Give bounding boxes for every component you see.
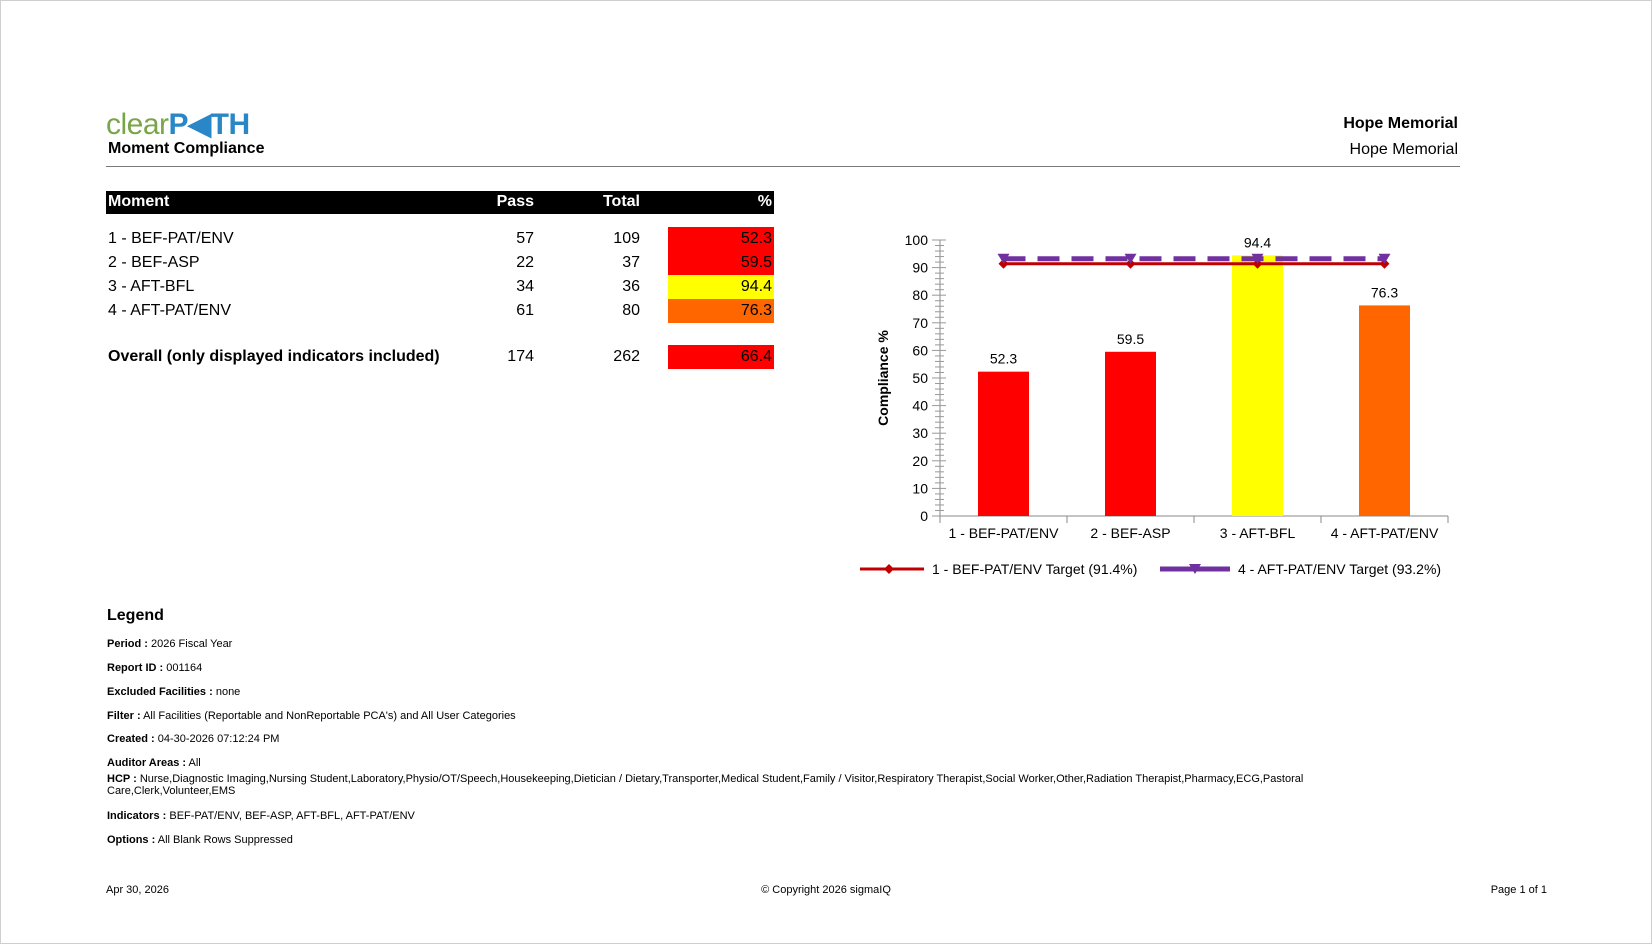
table-row [106, 251, 774, 275]
row-pass: 61 [516, 302, 534, 319]
legend-item-label: Auditor Areas : [107, 757, 187, 769]
row-total: 37 [622, 254, 640, 271]
legend-label: 4 - AFT-PAT/ENV Target (93.2%) [1238, 561, 1442, 577]
logo-clear-text: clear [106, 108, 169, 141]
overall-row [106, 345, 774, 369]
bar [1105, 352, 1156, 516]
footer-page-number: Page 1 of 1 [1490, 884, 1547, 896]
table-header [106, 191, 774, 214]
bar-data-label: 59.5 [1116, 330, 1145, 347]
row-percent-cell [668, 299, 774, 323]
row-percent-cell [668, 275, 774, 299]
header-divider [106, 166, 1460, 167]
y-tick-label: 0 [920, 508, 928, 524]
legend-item-label: Period : [107, 638, 148, 650]
organization-name-bold: Hope Memorial [1343, 115, 1458, 132]
legend-item-label: Created : [107, 733, 155, 745]
legend-item-label: HCP : [107, 773, 137, 785]
legend-item-value: 2026 Fiscal Year [151, 638, 233, 650]
table-row [106, 275, 774, 299]
y-tick-label: 20 [912, 452, 928, 469]
x-tick-label: 1 - BEF-PAT/ENV [948, 525, 1059, 541]
legend-item-value: 001164 [166, 662, 203, 674]
legend-item [107, 733, 1397, 745]
legend-item-value: BEF-PAT/ENV, BEF-ASP, AFT-BFL, AFT-PAT/ENV [169, 810, 415, 822]
overall-percent: 66.4 [740, 348, 772, 365]
legend-item-value: All [188, 757, 201, 769]
legend-item-label: Excluded Facilities : [107, 686, 213, 698]
table-row [106, 227, 774, 251]
legend-item [107, 834, 1397, 846]
row-moment: 2 - BEF-ASP [108, 254, 200, 271]
clearpath-logo [106, 110, 250, 140]
report-title: Moment Compliance [108, 140, 265, 157]
legend-item [107, 662, 1397, 674]
x-tick-label: 4 - AFT-PAT/ENV [1330, 525, 1439, 541]
bar [1359, 305, 1410, 516]
footer-date: Apr 30, 2026 [106, 884, 169, 896]
overall-pass: 174 [507, 348, 534, 365]
row-percent-cell [668, 251, 774, 275]
logo-path-text: P◀TH [168, 108, 250, 141]
row-percent: 76.3 [740, 302, 772, 319]
legend-item-value: All Blank Rows Suppressed [157, 834, 293, 846]
row-moment: 1 - BEF-PAT/ENV [108, 230, 234, 247]
row-percent: 52.3 [740, 230, 772, 247]
legend-item [107, 773, 1397, 797]
legend-item-label: Filter : [107, 710, 141, 722]
row-total: 36 [622, 278, 640, 295]
header-pass: Pass [496, 193, 534, 210]
row-pass: 22 [516, 254, 534, 271]
bar [978, 372, 1029, 516]
y-tick-label: 100 [904, 232, 928, 248]
legend-item-value: All Facilities (Reportable and NonReportable PCA's) and All User Categories [143, 710, 516, 722]
x-tick-label: 3 - AFT-BFL [1219, 525, 1296, 541]
legend-item-value: none [215, 686, 241, 698]
row-percent: 59.5 [740, 254, 772, 271]
overall-label: Overall (only displayed indicators included) [108, 348, 440, 365]
header-moment: Moment [108, 193, 170, 210]
bar-data-label: 94.4 [1243, 234, 1272, 251]
legend-item-label: Report ID : [107, 662, 164, 674]
legend-marker [884, 564, 894, 574]
compliance-bar-chart [860, 220, 1460, 580]
row-pass: 34 [516, 278, 534, 295]
row-percent: 94.4 [740, 278, 772, 295]
y-tick-label: 80 [912, 287, 928, 304]
row-pass: 57 [516, 230, 534, 247]
y-tick-label: 50 [912, 370, 928, 386]
y-tick-label: 30 [912, 425, 928, 442]
footer-copyright: © Copyright 2026 sigmaIQ [761, 884, 891, 896]
organization-name: Hope Memorial [1349, 141, 1458, 158]
bar-data-label: 76.3 [1370, 284, 1399, 301]
row-moment: 4 - AFT-PAT/ENV [108, 302, 231, 319]
y-tick-label: 90 [912, 259, 928, 276]
overall-total: 262 [613, 348, 640, 365]
row-moment: 3 - AFT-BFL [108, 278, 195, 295]
legend-item-label: Options : [107, 834, 156, 846]
legend-item [107, 810, 1397, 822]
legend-item [107, 710, 1397, 722]
legend-item-value: Nurse,Diagnostic Imaging,Nursing Student,Laboratory,Physio/OT/Speech,Housekeeping,Dietician / Dietary,Transporter,Medical Student,Family / Visitor,Respiratory Therapist,Social Worker,Other,Radiation Therapist,Pharmacy,ECG,Pastoral Care,Clerk,Volunteer,EMS [107, 773, 1304, 797]
y-axis-label: Compliance % [875, 330, 891, 426]
legend-item [107, 638, 1397, 650]
table-row [106, 299, 774, 323]
legend-item [107, 757, 1397, 769]
x-tick-label: 2 - BEF-ASP [1090, 525, 1171, 541]
legend-label: 1 - BEF-PAT/ENV Target (91.4%) [932, 561, 1138, 577]
header-total: Total [602, 193, 640, 210]
row-percent-cell [668, 227, 774, 251]
row-total: 80 [622, 302, 640, 319]
legend-item-label: Indicators : [107, 810, 167, 822]
legend-item [107, 686, 1397, 698]
overall-percent-cell [668, 345, 774, 369]
legend-item-value: 04-30-2026 07:12:24 PM [157, 733, 280, 745]
header-percent: % [757, 193, 772, 210]
legend-title: Legend [107, 607, 164, 624]
row-total: 109 [613, 230, 640, 247]
y-tick-label: 10 [912, 480, 928, 497]
y-tick-label: 40 [912, 397, 928, 414]
bar [1232, 255, 1283, 516]
bar-data-label: 52.3 [989, 350, 1018, 367]
y-tick-label: 70 [912, 314, 928, 331]
y-tick-label: 60 [912, 342, 928, 359]
